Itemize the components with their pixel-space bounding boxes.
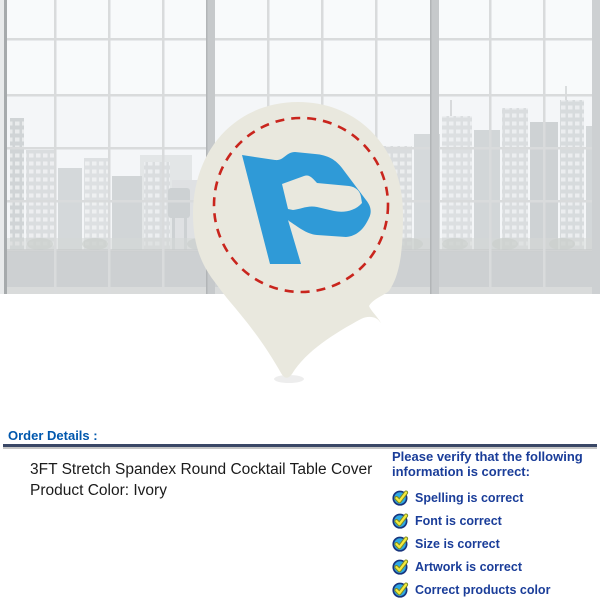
check-icon <box>392 558 409 575</box>
check-icon <box>392 535 409 552</box>
verification-panel <box>392 450 597 601</box>
check-icon <box>392 581 409 598</box>
verify-item-artwork: Artwork is correct <box>392 555 597 578</box>
water-tower <box>168 188 190 218</box>
verify-item-spelling: Spelling is correct <box>392 486 597 509</box>
table-cover-shape <box>193 102 403 378</box>
verify-item-font: Font is correct <box>392 509 597 532</box>
verify-item-size: Size is correct <box>392 532 597 555</box>
product-color: Product Color: Ivory <box>30 482 167 499</box>
check-icon <box>392 512 409 529</box>
order-details-divider <box>3 444 597 447</box>
product-name: 3FT Stretch Spandex Round Cocktail Table Cover <box>30 461 373 478</box>
product-description <box>30 459 375 501</box>
check-icon <box>392 489 409 506</box>
verification-heading: Please verify that the following information is correct: <box>392 449 583 479</box>
order-details-heading: Order Details : <box>8 428 98 443</box>
verify-item-product-color: Correct products color <box>392 578 597 601</box>
